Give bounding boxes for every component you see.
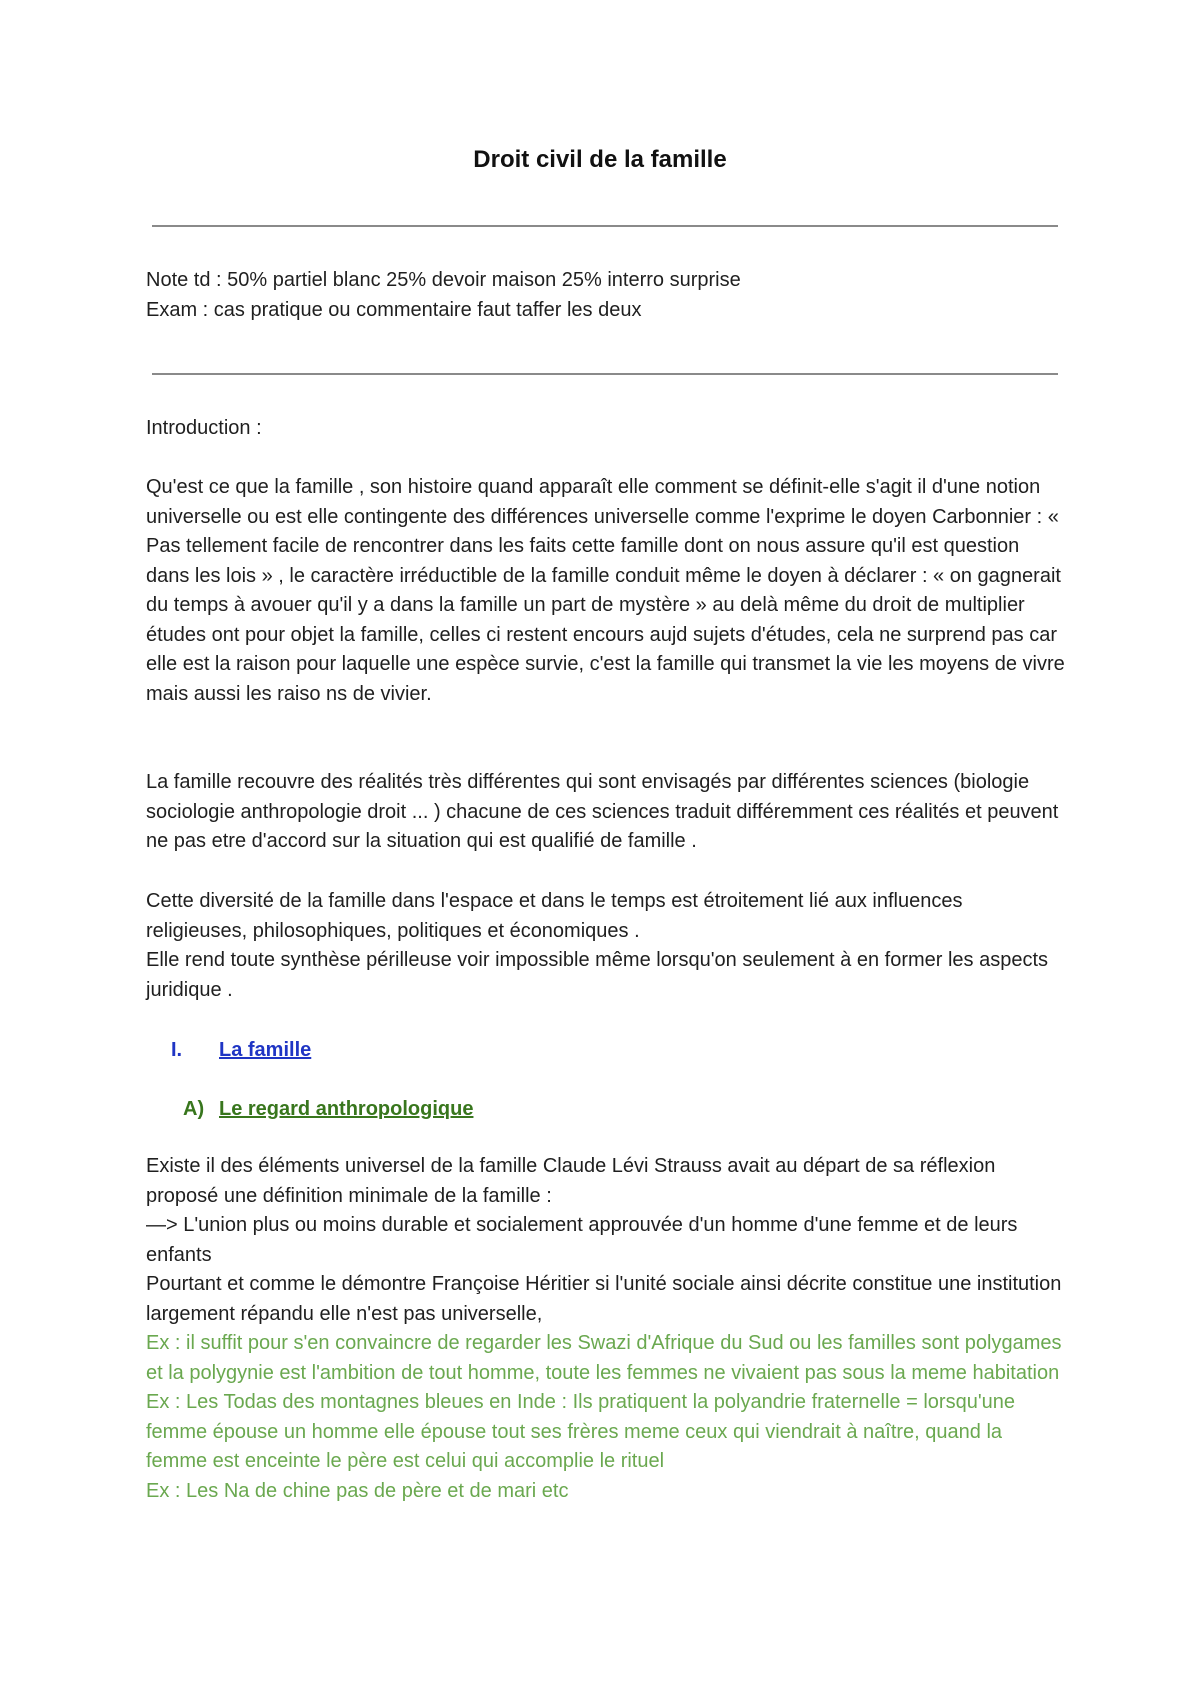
section-title: La famille [219, 1039, 312, 1061]
subsection-number: A) [183, 1098, 205, 1120]
body-line: Pourtant et comme le démontre Françoise Héritier si l'unité sociale ainsi décrite constitue une institution largement répandu elle n'est pas universelle, [146, 1273, 1062, 1325]
subsection-title: Le regard anthropologique [219, 1098, 474, 1120]
paragraph: Qu'est ce que la famille , son histoire quand apparaît elle comment se définit-elle s'agit il d'une notion universelle ou est elle contingente des différences universelle comme l'exprime le doyen Carbonnier : « Pas tellement facile de rencontrer dans les faits cette famille dont on nous assure qu'il est question dans les lois » , le caractère irréductible de la famille conduit même le doyen à déclarer : « on gagnerait du temps à avouer qu'il y a dans la famille un part de mystère » au delà même du droit de multiplier études ont pour objet la famille, celles ci restent encours aujd sujets d'études, cela ne surprend pas car elle est la raison pour laquelle une espèce survie, c'est la famille qui transmet la vie les moyens de vivre mais aussi les raiso ns de vivier. [146, 476, 1065, 705]
introduction-label: Introduction : [146, 417, 262, 439]
section-number: I. [171, 1039, 183, 1061]
section-a-body [146, 1152, 1066, 1506]
horizontal-rule [152, 225, 1058, 227]
paragraph: Elle rend toute synthèse périlleuse voir impossible même lorsqu'on seulement à en former les aspects juridique . [146, 949, 1049, 1001]
body-line: Existe il des éléments universel de la famille Claude Lévi Strauss avait au départ de sa réflexion proposé une définition minimale de la famille : [146, 1155, 996, 1207]
paragraph: Cette diversité de la famille dans l'espace et dans le temps est étroitement lié aux influences religieuses, philosophiques, politiques et économiques . [146, 890, 963, 942]
document-title: Droit civil de la famille [473, 146, 727, 173]
paragraph-group [146, 887, 1066, 1005]
note-td-line: Note td : 50% partiel blanc 25% devoir maison 25% interro surprise [146, 269, 741, 291]
horizontal-rule [152, 373, 1058, 375]
exam-line: Exam : cas pratique ou commentaire faut taffer les deux [146, 298, 642, 321]
example-todas: Ex : Les Todas des montagnes bleues en Inde : Ils pratiquent la polyandrie fraternelle = lorsqu'une femme épouse un homme elle épouse tout ses frères meme ceux qui viendrait à naître, quand la femme est enceinte le père est celui qui accomplie le rituel [146, 1391, 1016, 1472]
body-line: —> L'union plus ou moins durable et socialement approuvée d'un homme d'une femme et de leurs enfants [146, 1214, 1018, 1266]
paragraph: La famille recouvre des réalités très différentes qui sont envisagés par différentes sciences (biologie sociologie anthropologie droit ... ) chacune de ces sciences traduit différemment ces réalités et peuvent ne pas etre d'accord sur la situation qui est qualifié de famille . [146, 771, 1059, 852]
course-notes [146, 266, 1066, 325]
example-swazi: Ex : il suffit pour s'en convaincre de regarder les Swazi d'Afrique du Sud ou les familles sont polygames et la polygynie est l'ambition de tout homme, toute les femmes ne vivaient pas sous la meme habitation [146, 1332, 1062, 1384]
subsection-heading-regard-anthropologique [183, 1094, 473, 1124]
section-heading-la-famille [171, 1035, 311, 1065]
example-na: Ex : Les Na de chine pas de père et de mari etc [146, 1479, 569, 1502]
